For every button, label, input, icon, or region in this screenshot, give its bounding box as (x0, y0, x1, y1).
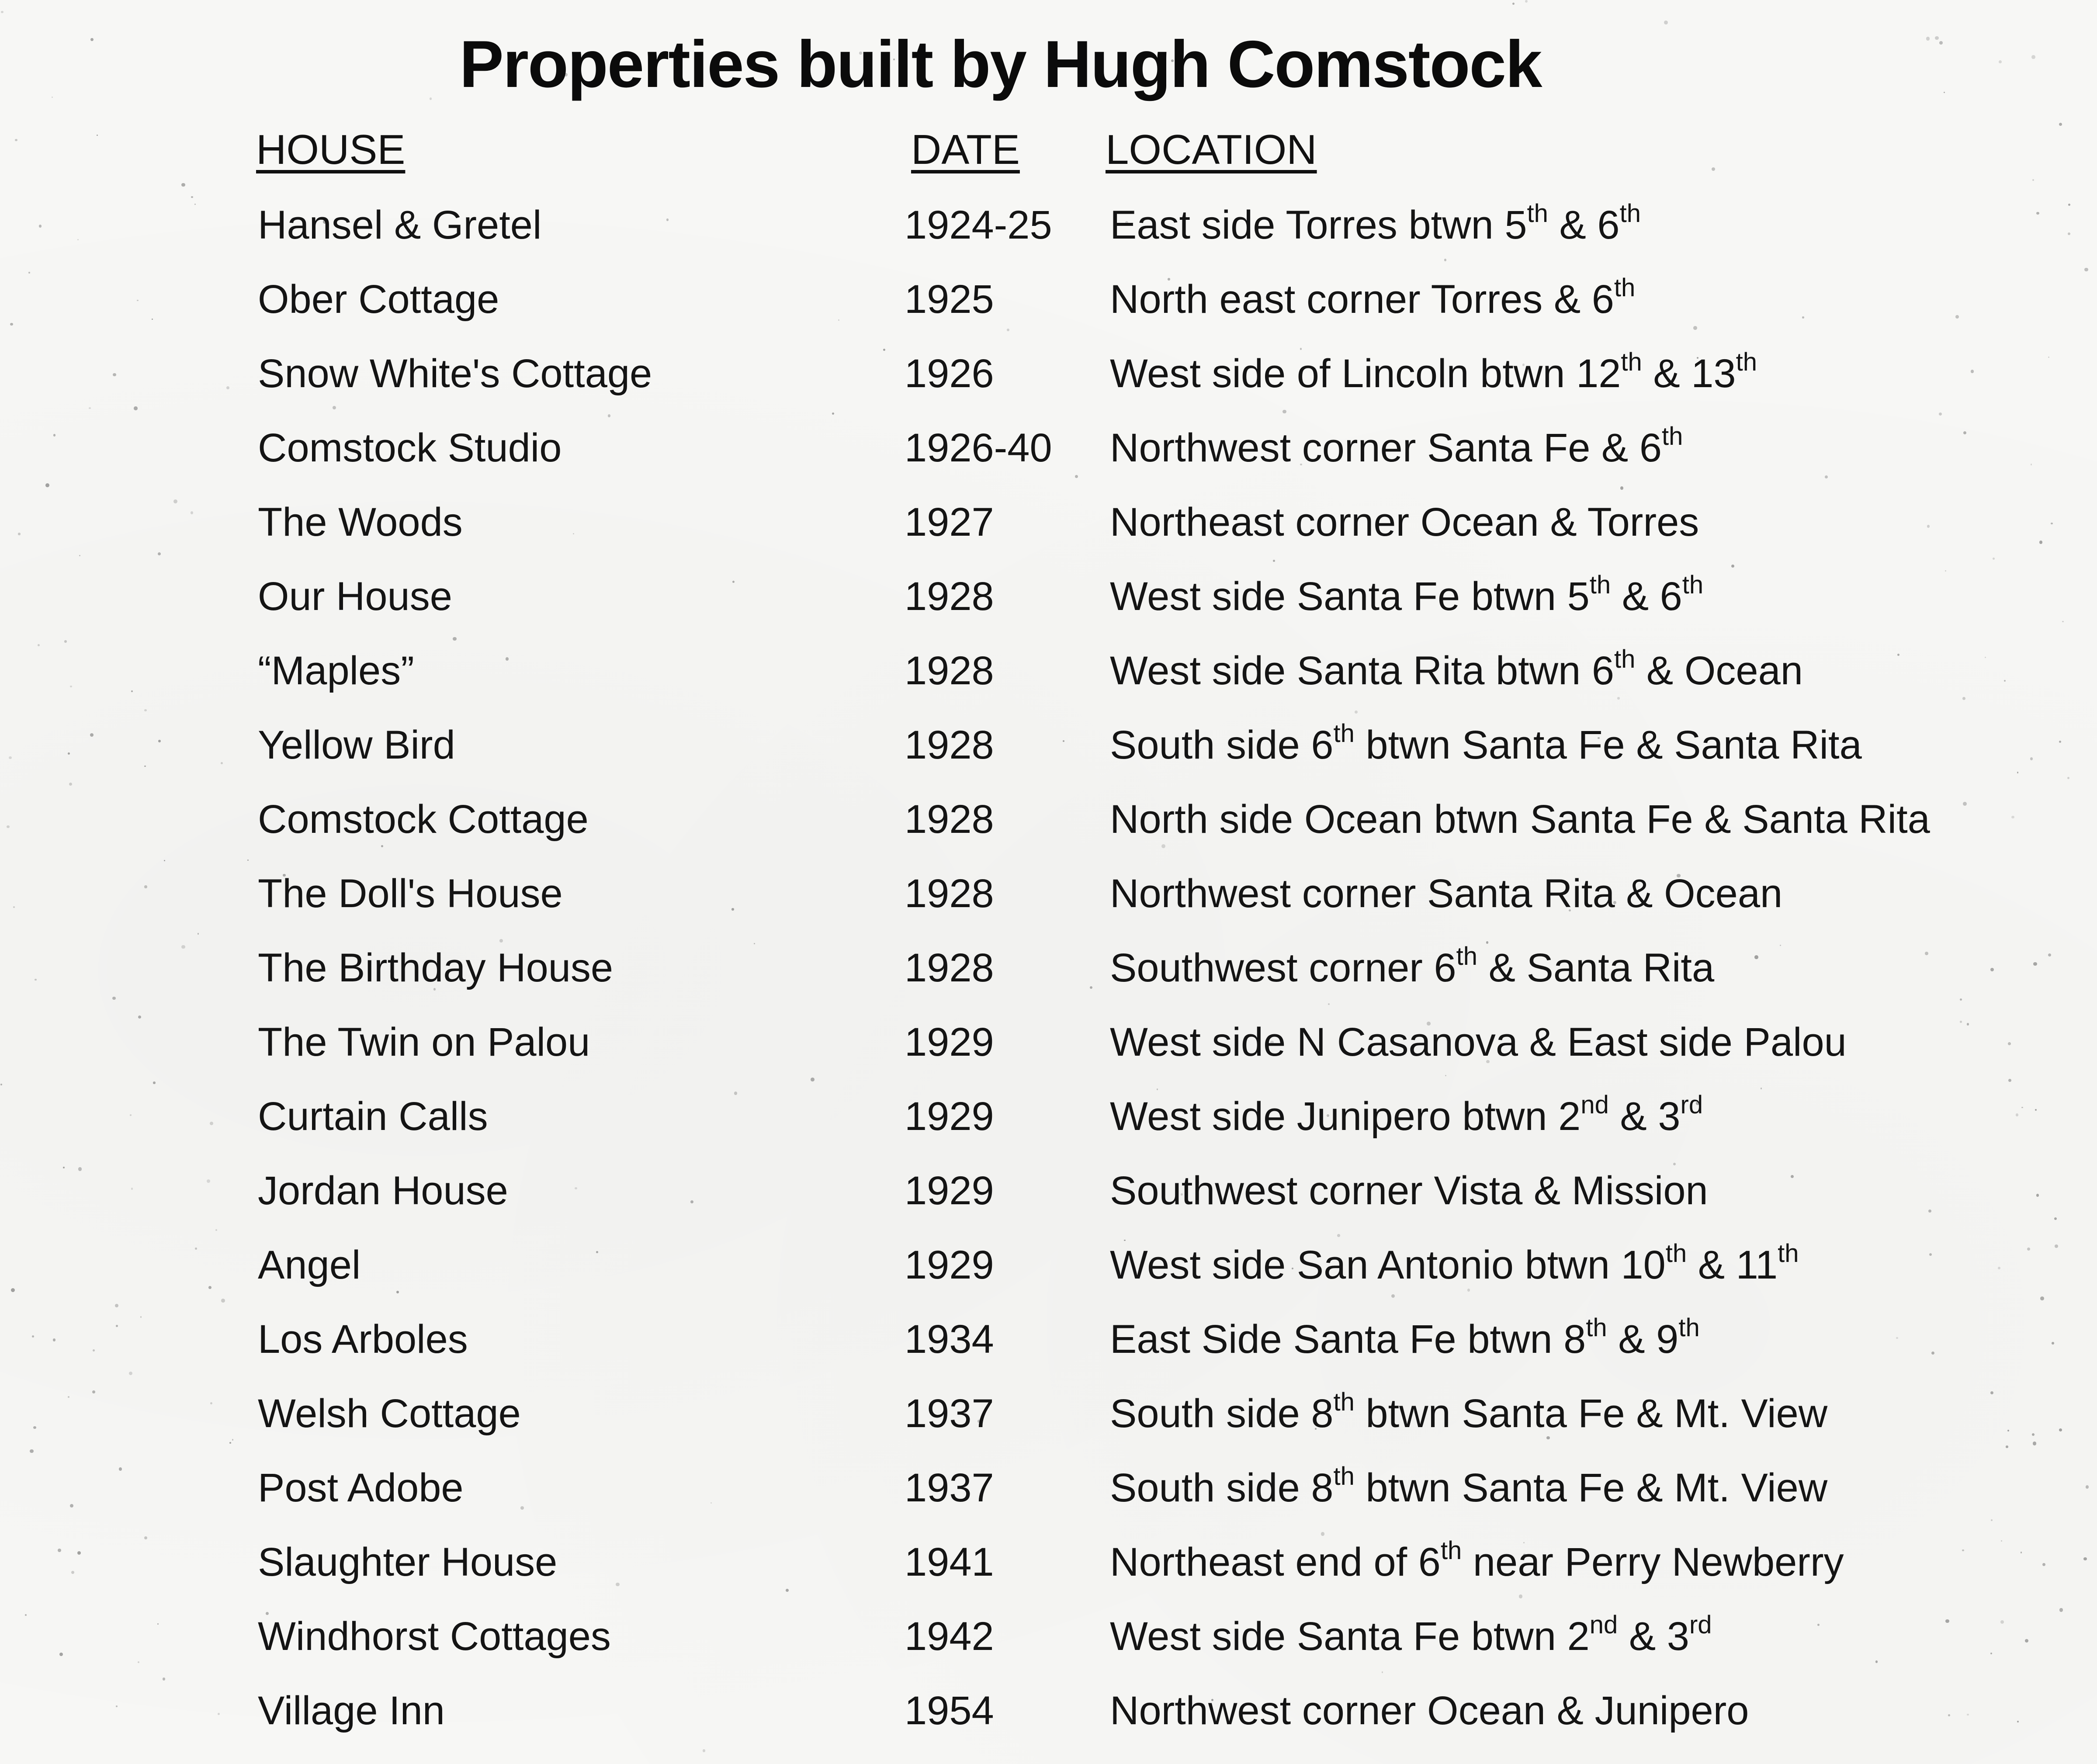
paper-speck (1382, 1671, 1383, 1673)
house-location: West side Santa Rita btwn 6th & Ocean (1110, 645, 1803, 693)
build-date: 1926 (905, 351, 994, 396)
table-row (0, 1232, 2097, 1298)
house-name: “Maples” (258, 648, 414, 693)
paper-speck (45, 483, 49, 487)
table-row (0, 861, 2097, 926)
house-location: West side San Antonio btwn 10th & 11th (1110, 1239, 1799, 1287)
build-date: 1954 (905, 1688, 994, 1733)
table-row (0, 712, 2097, 778)
table-row (0, 1084, 2097, 1149)
ordinal-suffix: th (1662, 422, 1683, 451)
build-date: 1929 (905, 1020, 994, 1064)
build-date: 1934 (905, 1317, 994, 1362)
build-date: 1926-40 (905, 426, 1052, 470)
page-title: Properties built by Hugh Comstock (459, 27, 1542, 101)
house-location: Northwest corner Santa Fe & 6th (1110, 422, 1683, 470)
house-name: The Doll's House (258, 871, 563, 916)
house-location: West side Santa Fe btwn 5th & 6th (1110, 571, 1704, 619)
house-location: West side Santa Fe btwn 2nd & 3rd (1110, 1611, 1712, 1659)
house-location: Northwest corner Ocean & Junipero (1110, 1688, 1749, 1733)
house-name: Los Arboles (258, 1317, 468, 1362)
table-row (0, 415, 2097, 481)
build-date: 1928 (905, 723, 994, 767)
ordinal-suffix: th (1619, 199, 1641, 228)
table-row (0, 192, 2097, 258)
house-location: Northeast end of 6th near Perry Newberry (1110, 1536, 1844, 1584)
ordinal-suffix: th (1333, 1388, 1355, 1416)
table-row (0, 1529, 2097, 1595)
paper-speck (811, 1078, 815, 1081)
ordinal-suffix: rd (1689, 1611, 1712, 1639)
ordinal-suffix: nd (1589, 1611, 1618, 1639)
build-date: 1937 (905, 1466, 994, 1510)
house-location: East side Torres btwn 5th & 6th (1110, 199, 1641, 247)
house-name: Slaughter House (258, 1540, 558, 1584)
paper-speck (89, 407, 90, 409)
ordinal-suffix: th (1682, 571, 1704, 599)
paper-speck (30, 1449, 33, 1453)
house-name: Curtain Calls (258, 1094, 488, 1139)
house-name: Hansel & Gretel (258, 203, 542, 247)
build-date: 1928 (905, 648, 994, 693)
build-date: 1929 (905, 1243, 994, 1287)
ordinal-suffix: th (1333, 719, 1355, 748)
house-location: West side N Casanova & East side Palou (1110, 1020, 1847, 1064)
house-name: Village Inn (258, 1688, 445, 1733)
build-date: 1937 (905, 1391, 994, 1436)
table-row (0, 267, 2097, 332)
table-row (0, 564, 2097, 629)
paper-speck (1512, 3, 1515, 5)
ordinal-suffix: th (1614, 645, 1636, 673)
ordinal-suffix: rd (1680, 1091, 1703, 1119)
build-date: 1941 (905, 1540, 994, 1584)
house-name: Ober Cottage (258, 277, 499, 322)
house-name: Our House (258, 574, 452, 619)
build-date: 1927 (905, 500, 994, 544)
build-date: 1925 (905, 277, 994, 322)
house-location: North side Ocean btwn Santa Fe & Santa Rita (1110, 797, 1930, 842)
column-header-house: HOUSE (256, 126, 406, 173)
house-name: Welsh Cottage (258, 1391, 521, 1436)
ordinal-suffix: th (1614, 274, 1636, 302)
house-name: Comstock Studio (258, 426, 562, 470)
ordinal-suffix: th (1333, 1462, 1355, 1490)
house-name: Yellow Bird (258, 723, 455, 767)
house-location: East Side Santa Fe btwn 8th & 9th (1110, 1313, 1700, 1362)
paper-speck (221, 1299, 225, 1303)
house-location: North east corner Torres & 6th (1110, 274, 1636, 322)
house-name: Windhorst Cottages (258, 1614, 611, 1659)
build-date: 1924-25 (905, 203, 1052, 247)
ordinal-suffix: th (1678, 1313, 1700, 1342)
house-location: Southwest corner 6th & Santa Rita (1110, 942, 1715, 990)
build-date: 1928 (905, 871, 994, 916)
paper-speck (1993, 558, 1995, 560)
paper-speck (1282, 410, 1286, 413)
column-header-date: DATE (911, 126, 1020, 173)
paper-speck (703, 1749, 705, 1752)
paper-speck (181, 183, 185, 187)
paper-speck (1519, 1594, 1522, 1598)
paper-speck (1664, 21, 1668, 24)
table-row (0, 1009, 2097, 1075)
ordinal-suffix: th (1589, 571, 1611, 599)
house-location: Northeast corner Ocean & Torres (1110, 500, 1699, 544)
build-date: 1928 (905, 946, 994, 990)
paper-speck (144, 709, 147, 712)
house-name: The Woods (258, 500, 463, 544)
table-row (0, 638, 2097, 704)
ordinal-suffix: th (1736, 348, 1757, 376)
house-location: South side 6th btwn Santa Fe & Santa Rita (1110, 719, 1862, 767)
table-row (0, 1604, 2097, 1669)
house-location: Northwest corner Santa Rita & Ocean (1110, 871, 1783, 916)
build-date: 1942 (905, 1614, 994, 1659)
table-row (0, 935, 2097, 1001)
build-date: 1929 (905, 1168, 994, 1213)
house-location: West side Junipero btwn 2nd & 3rd (1110, 1091, 1703, 1139)
table-row (0, 1307, 2097, 1372)
table-row (0, 787, 2097, 852)
ordinal-suffix: th (1456, 942, 1478, 970)
house-location: South side 8th btwn Santa Fe & Mt. View (1110, 1462, 1828, 1510)
house-name: Snow White's Cottage (258, 351, 652, 396)
table-row (0, 1158, 2097, 1223)
house-name: Angel (258, 1243, 361, 1287)
table-row (0, 1381, 2097, 1446)
ordinal-suffix: th (1586, 1313, 1607, 1342)
ordinal-suffix: th (1778, 1239, 1799, 1268)
paper-speck (69, 783, 72, 786)
table-row (0, 489, 2097, 555)
paper-speck (1, 11, 3, 13)
paper-speck (134, 406, 137, 410)
ordinal-suffix: th (1527, 199, 1548, 228)
table-row (0, 341, 2097, 406)
ordinal-suffix: th (1621, 348, 1642, 376)
ordinal-suffix: nd (1581, 1091, 1609, 1119)
table-row (0, 1678, 2097, 1743)
paper-speck (15, 139, 17, 141)
house-name: Comstock Cottage (258, 797, 589, 842)
house-location: West side of Lincoln btwn 12th & 13th (1110, 348, 1757, 396)
house-name: Post Adobe (258, 1466, 464, 1510)
ordinal-suffix: th (1665, 1239, 1687, 1268)
build-date: 1928 (905, 574, 994, 619)
house-name: Jordan House (258, 1168, 508, 1213)
paper-speck (1328, 1003, 1330, 1005)
table-row (0, 1455, 2097, 1521)
house-location: Southwest corner Vista & Mission (1110, 1168, 1708, 1213)
house-name: The Birthday House (258, 946, 614, 990)
column-header-location: LOCATION (1106, 126, 1317, 173)
build-date: 1928 (905, 797, 994, 842)
paper-speck (1444, 259, 1446, 261)
house-location: South side 8th btwn Santa Fe & Mt. View (1110, 1388, 1828, 1436)
house-name: The Twin on Palou (258, 1020, 590, 1064)
ordinal-suffix: th (1440, 1536, 1462, 1565)
paper-speck (2008, 1079, 2011, 1082)
build-date: 1929 (905, 1094, 994, 1139)
